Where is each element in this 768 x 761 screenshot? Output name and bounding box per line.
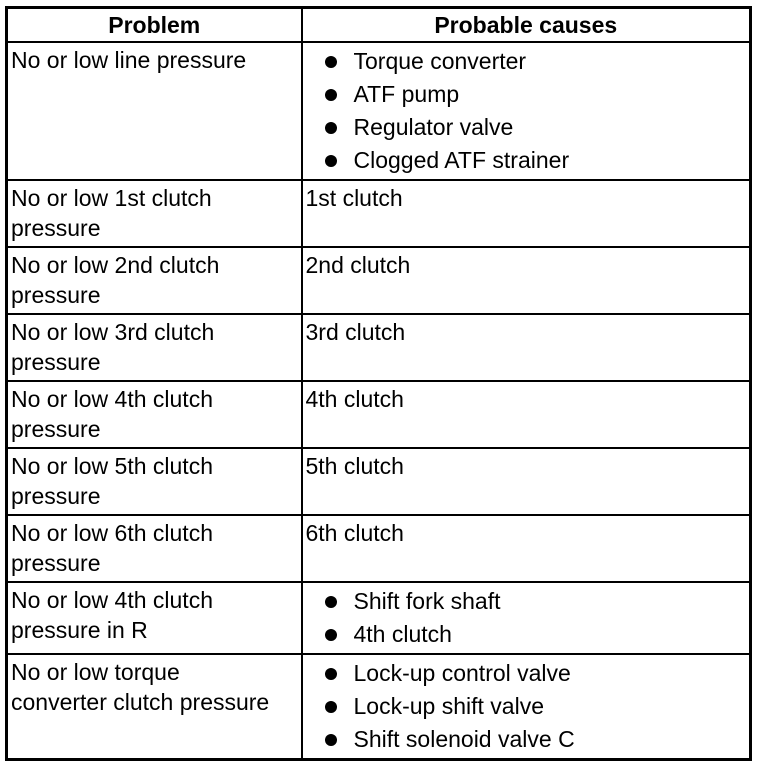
bullet-icon — [325, 701, 337, 713]
bullet-icon — [325, 629, 337, 641]
bullet-icon — [325, 734, 337, 746]
causes-cell — [302, 654, 751, 760]
problem-cell — [7, 515, 302, 582]
problem-text-line: pressure — [11, 215, 101, 241]
problem-text-line: No or low 2nd clutch — [11, 252, 220, 278]
table-row — [7, 448, 751, 515]
problem-text-line: pressure — [11, 282, 101, 308]
table-row — [7, 247, 751, 314]
table-row — [7, 180, 751, 247]
cause-text: Lock-up control valve — [353, 660, 571, 686]
table-row — [7, 515, 751, 582]
problem-text-line: No or low 1st clutch — [11, 185, 212, 211]
cause-text: Regulator valve — [353, 114, 514, 140]
causes-cell — [302, 448, 751, 515]
cause-item — [320, 618, 746, 651]
causes-cell — [302, 582, 751, 654]
cause-text: Shift solenoid valve C — [353, 726, 575, 752]
problem-cell — [7, 582, 302, 654]
causes-list — [306, 45, 746, 177]
causes-list — [306, 657, 746, 756]
causes-cell — [302, 314, 751, 381]
cause-text: ATF pump — [353, 81, 460, 107]
cause-text: Lock-up shift valve — [353, 693, 544, 719]
problem-cell — [7, 448, 302, 515]
problem-text-line: pressure in R — [11, 617, 148, 643]
problem-text-line: No or low 4th clutch — [11, 386, 213, 412]
cause-item — [320, 45, 746, 78]
problem-text-line: No or low 6th clutch — [11, 520, 213, 546]
cause-item — [320, 690, 746, 723]
cause-text: 4th clutch — [353, 621, 452, 647]
problem-text: No or low line pressure — [11, 47, 247, 73]
problem-cell — [7, 314, 302, 381]
cause-item — [320, 78, 746, 111]
causes-cell — [302, 247, 751, 314]
causes-cell — [302, 381, 751, 448]
problem-cell — [7, 42, 302, 180]
problem-text-line: pressure — [11, 483, 101, 509]
problem-text-line: No or low 5th clutch — [11, 453, 213, 479]
cause-item — [320, 585, 746, 618]
cause-text: 6th clutch — [305, 520, 404, 546]
bullet-icon — [325, 596, 337, 608]
header-probable-causes: Probable causes — [302, 8, 751, 43]
problem-text-line: pressure — [11, 416, 101, 442]
problem-cell — [7, 247, 302, 314]
cause-text: 3rd clutch — [305, 319, 406, 345]
cause-item — [320, 111, 746, 144]
cause-text: 1st clutch — [305, 185, 403, 211]
cause-item — [320, 723, 746, 756]
problem-cell — [7, 654, 302, 760]
problem-cell — [7, 180, 302, 247]
bullet-icon — [325, 89, 337, 101]
cause-text: Clogged ATF strainer — [353, 147, 570, 173]
table-row — [7, 381, 751, 448]
bullet-icon — [325, 56, 337, 68]
cause-item — [320, 657, 746, 690]
cause-item — [320, 144, 746, 177]
cause-text: Shift fork shaft — [353, 588, 501, 614]
header-problem: Problem — [7, 8, 302, 43]
problem-text-line: pressure — [11, 349, 101, 375]
problem-text-line: No or low torque — [11, 659, 180, 685]
table-row — [7, 42, 751, 180]
cause-text: 5th clutch — [305, 453, 404, 479]
problem-text-line: pressure — [11, 550, 101, 576]
bullet-icon — [325, 155, 337, 167]
causes-cell — [302, 180, 751, 247]
bullet-icon — [325, 668, 337, 680]
causes-cell — [302, 515, 751, 582]
problem-text-line: converter clutch pressure — [11, 689, 270, 715]
cause-text: Torque converter — [353, 48, 527, 74]
problem-text-line: No or low 3rd clutch — [11, 319, 215, 345]
header-row — [7, 8, 751, 43]
cause-text: 2nd clutch — [305, 252, 411, 278]
cause-text: 4th clutch — [305, 386, 404, 412]
causes-list — [306, 585, 746, 651]
causes-cell — [302, 42, 751, 180]
troubleshooting-table — [5, 6, 752, 761]
problem-cell — [7, 381, 302, 448]
problem-text-line: No or low 4th clutch — [11, 587, 213, 613]
table-row — [7, 582, 751, 654]
table-row — [7, 654, 751, 760]
bullet-icon — [325, 122, 337, 134]
table-row — [7, 314, 751, 381]
